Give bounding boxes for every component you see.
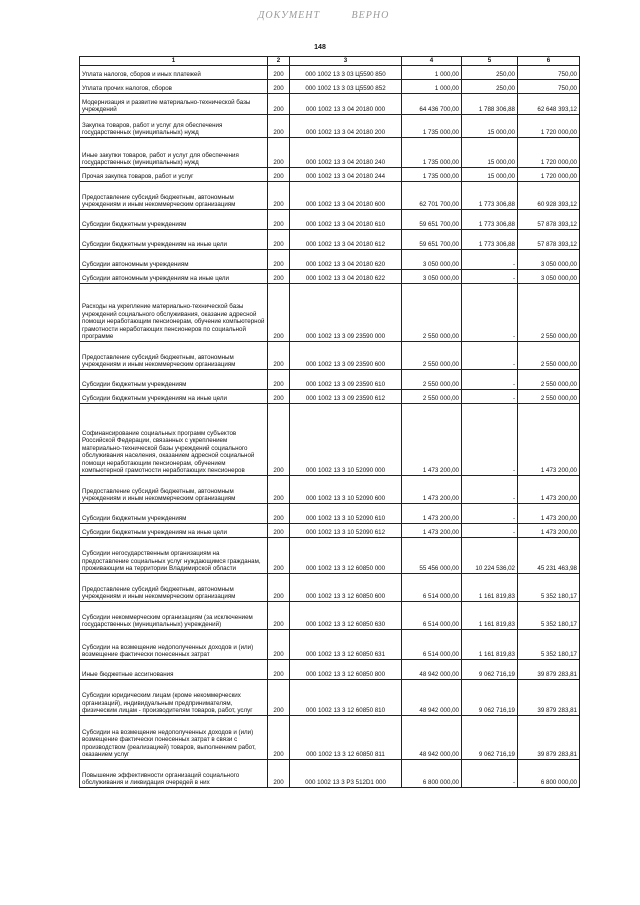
row-fact-cell: 1 161 819,83 xyxy=(462,630,518,660)
row-plan-cell: 1 473 200,00 xyxy=(402,404,462,476)
row-rest-cell: 750,00 xyxy=(518,66,580,80)
row-rest-cell: 45 231 463,98 xyxy=(518,538,580,574)
row-ved-cell: 200 xyxy=(268,138,290,168)
page-number: 148 xyxy=(314,44,326,51)
row-ved-cell: 200 xyxy=(268,94,290,115)
row-code-cell: 000 1002 13 3 09 23590 612 xyxy=(290,390,402,404)
row-plan-cell: 3 050 000,00 xyxy=(402,270,462,284)
row-ved-cell: 200 xyxy=(268,630,290,660)
row-fact-cell: 250,00 xyxy=(462,80,518,94)
row-code-cell: 000 1002 13 3 12 60850 600 xyxy=(290,574,402,602)
row-rest-cell: 1 473 200,00 xyxy=(518,476,580,504)
header-col-2: 2 xyxy=(268,57,290,66)
header-col-6: 6 xyxy=(518,57,580,66)
row-code-cell: 000 1002 13 3 12 60850 631 xyxy=(290,630,402,660)
budget-table xyxy=(79,56,580,788)
table-row xyxy=(80,538,580,574)
row-ved-cell: 200 xyxy=(268,168,290,182)
row-rest-cell: 1 473 200,00 xyxy=(518,404,580,476)
row-ved-cell: 200 xyxy=(268,270,290,284)
table-row xyxy=(80,284,580,342)
row-plan-cell: 6 800 000,00 xyxy=(402,760,462,788)
row-plan-cell: 6 514 000,00 xyxy=(402,630,462,660)
row-name-cell: Субсидии бюджетным учреждениям на иные цели xyxy=(80,390,268,404)
row-ved-cell: 200 xyxy=(268,250,290,270)
table-row xyxy=(80,504,580,524)
row-code-cell: 000 1002 13 3 12 60850 810 xyxy=(290,680,402,716)
table-row xyxy=(80,250,580,270)
row-code-cell: 000 1002 13 3 04 20180 200 xyxy=(290,115,402,138)
row-rest-cell: 2 550 000,00 xyxy=(518,370,580,390)
row-ved-cell: 200 xyxy=(268,66,290,80)
row-rest-cell: 5 352 180,17 xyxy=(518,574,580,602)
row-rest-cell: 1 720 000,00 xyxy=(518,115,580,138)
row-fact-cell: 1 788 306,88 xyxy=(462,94,518,115)
row-name-cell: Повышение эффективности организаций социального обслуживания и ликвидация очередей в них xyxy=(80,760,268,788)
row-code-cell: 000 1002 13 3 10 52090 610 xyxy=(290,504,402,524)
row-fact-cell: 15 000,00 xyxy=(462,138,518,168)
row-rest-cell: 1 473 200,00 xyxy=(518,504,580,524)
row-plan-cell: 1 000,00 xyxy=(402,80,462,94)
row-name-cell: Субсидии негосударственным организациям на предоставление социальных услуг нуждающимся гражданам, проживающим на территории Владимирской области xyxy=(80,538,268,574)
row-ved-cell: 200 xyxy=(268,574,290,602)
row-fact-cell: 1 773 306,88 xyxy=(462,230,518,250)
row-code-cell: 000 1002 13 3 03 Ц5590 850 xyxy=(290,66,402,80)
row-name-cell: Предоставление субсидий бюджетным, автономным учреждениям и иным некоммерческим организациям xyxy=(80,574,268,602)
row-plan-cell: 48 942 000,00 xyxy=(402,680,462,716)
row-fact-cell: - xyxy=(462,342,518,370)
row-plan-cell: 48 942 000,00 xyxy=(402,660,462,680)
row-ved-cell: 200 xyxy=(268,342,290,370)
header-col-1: 1 xyxy=(80,57,268,66)
row-ved-cell: 200 xyxy=(268,210,290,230)
row-fact-cell: - xyxy=(462,270,518,284)
row-plan-cell: 3 050 000,00 xyxy=(402,250,462,270)
row-code-cell: 000 1002 13 3 04 20180 600 xyxy=(290,182,402,210)
row-name-cell: Субсидии автономным учреждениям на иные цели xyxy=(80,270,268,284)
row-fact-cell: 1 773 306,88 xyxy=(462,182,518,210)
row-code-cell: 000 1002 13 3 P3 512D1 000 xyxy=(290,760,402,788)
row-name-cell: Субсидии на возмещение недополученных доходов и (или) возмещение фактически понесенных затрат в связи с производством (реализацией) товаров, выполнением работ, оказанием услуг xyxy=(80,716,268,760)
row-plan-cell: 2 550 000,00 xyxy=(402,370,462,390)
row-rest-cell: 3 050 000,00 xyxy=(518,270,580,284)
row-code-cell: 000 1002 13 3 04 20180 244 xyxy=(290,168,402,182)
row-rest-cell: 39 879 283,81 xyxy=(518,680,580,716)
row-fact-cell: 15 000,00 xyxy=(462,168,518,182)
table-row xyxy=(80,115,580,138)
row-rest-cell: 3 050 000,00 xyxy=(518,250,580,270)
row-code-cell: 000 1002 13 3 04 20180 612 xyxy=(290,230,402,250)
table-row xyxy=(80,404,580,476)
row-name-cell: Субсидии на возмещение недополученных доходов и (или) возмещение фактически понесенных затрат xyxy=(80,630,268,660)
row-ved-cell: 200 xyxy=(268,404,290,476)
row-name-cell: Субсидии бюджетным учреждениям xyxy=(80,210,268,230)
table-row xyxy=(80,574,580,602)
row-plan-cell: 62 701 700,00 xyxy=(402,182,462,210)
row-fact-cell: - xyxy=(462,390,518,404)
row-name-cell: Модернизация и развитие материально-технической базы учреждений xyxy=(80,94,268,115)
row-rest-cell: 2 550 000,00 xyxy=(518,284,580,342)
row-fact-cell: - xyxy=(462,284,518,342)
row-name-cell: Уплата налогов, сборов и иных платежей xyxy=(80,66,268,80)
row-ved-cell: 200 xyxy=(268,370,290,390)
table-row xyxy=(80,602,580,630)
table-row xyxy=(80,660,580,680)
row-plan-cell: 1 735 000,00 xyxy=(402,168,462,182)
table-row xyxy=(80,80,580,94)
row-plan-cell: 48 942 000,00 xyxy=(402,716,462,760)
row-name-cell: Предоставление субсидий бюджетным, автономным учреждениям и иным некоммерческим организациям xyxy=(80,342,268,370)
table-body xyxy=(80,66,580,788)
row-plan-cell: 64 436 700,00 xyxy=(402,94,462,115)
row-name-cell: Предоставление субсидий бюджетным, автономным учреждениям и иным некоммерческим организациям xyxy=(80,476,268,504)
header-col-4: 4 xyxy=(402,57,462,66)
document-stamp xyxy=(258,10,417,21)
row-rest-cell: 1 473 200,00 xyxy=(518,524,580,538)
row-fact-cell: 1 161 819,83 xyxy=(462,574,518,602)
row-ved-cell: 200 xyxy=(268,716,290,760)
header-col-3: 3 xyxy=(290,57,402,66)
table-row xyxy=(80,210,580,230)
row-code-cell: 000 1002 13 3 04 20180 000 xyxy=(290,94,402,115)
row-plan-cell: 1 473 200,00 xyxy=(402,504,462,524)
row-ved-cell: 200 xyxy=(268,760,290,788)
row-fact-cell: 1 161 819,83 xyxy=(462,602,518,630)
row-fact-cell: - xyxy=(462,370,518,390)
table-row xyxy=(80,760,580,788)
row-name-cell: Иные бюджетные ассигнования xyxy=(80,660,268,680)
table-row xyxy=(80,630,580,660)
row-fact-cell: - xyxy=(462,524,518,538)
row-fact-cell: - xyxy=(462,476,518,504)
table-row xyxy=(80,716,580,760)
row-code-cell: 000 1002 13 3 10 52090 000 xyxy=(290,404,402,476)
row-code-cell: 000 1002 13 3 09 23590 600 xyxy=(290,342,402,370)
row-fact-cell: - xyxy=(462,760,518,788)
row-rest-cell: 5 352 180,17 xyxy=(518,602,580,630)
table-row xyxy=(80,390,580,404)
row-ved-cell: 200 xyxy=(268,390,290,404)
row-fact-cell: 9 062 716,19 xyxy=(462,716,518,760)
row-name-cell: Субсидии бюджетным учреждениям xyxy=(80,370,268,390)
row-ved-cell: 200 xyxy=(268,115,290,138)
row-name-cell: Расходы на укрепление материально-технической базы учреждений социального обслуживания, оказание адресной помощи неработающим пенсионерам, обучение компьютерной грамотности неработающих пенсионеров по социальной программе xyxy=(80,284,268,342)
row-rest-cell: 39 879 283,81 xyxy=(518,716,580,760)
row-code-cell: 000 1002 13 3 12 60850 630 xyxy=(290,602,402,630)
row-name-cell: Прочая закупка товаров, работ и услуг xyxy=(80,168,268,182)
table-row xyxy=(80,230,580,250)
row-rest-cell: 62 648 393,12 xyxy=(518,94,580,115)
row-ved-cell: 200 xyxy=(268,476,290,504)
row-fact-cell: 9 062 716,19 xyxy=(462,680,518,716)
row-name-cell: Субсидии юридическим лицам (кроме некоммерческих организаций), индивидуальным предпринимателям, физическим лицам - производителям товаров, работ, услуг xyxy=(80,680,268,716)
row-fact-cell: 9 062 716,19 xyxy=(462,660,518,680)
row-plan-cell: 2 550 000,00 xyxy=(402,284,462,342)
row-fact-cell: - xyxy=(462,504,518,524)
row-rest-cell: 5 352 180,17 xyxy=(518,630,580,660)
row-code-cell: 000 1002 13 3 10 52090 612 xyxy=(290,524,402,538)
row-ved-cell: 200 xyxy=(268,504,290,524)
row-fact-cell: - xyxy=(462,250,518,270)
row-rest-cell: 750,00 xyxy=(518,80,580,94)
table-row xyxy=(80,66,580,80)
row-plan-cell: 1 000,00 xyxy=(402,66,462,80)
row-code-cell: 000 1002 13 3 04 20180 622 xyxy=(290,270,402,284)
row-plan-cell: 1 735 000,00 xyxy=(402,115,462,138)
row-ved-cell: 200 xyxy=(268,538,290,574)
row-ved-cell: 200 xyxy=(268,602,290,630)
row-plan-cell: 6 514 000,00 xyxy=(402,574,462,602)
row-name-cell: Субсидии некоммерческим организациям (за исключением государственных (муниципальных) учреждений) xyxy=(80,602,268,630)
row-code-cell: 000 1002 13 3 03 Ц5590 852 xyxy=(290,80,402,94)
row-ved-cell: 200 xyxy=(268,680,290,716)
table-row xyxy=(80,168,580,182)
row-code-cell: 000 1002 13 3 10 52090 600 xyxy=(290,476,402,504)
row-code-cell: 000 1002 13 3 09 23590 610 xyxy=(290,370,402,390)
row-plan-cell: 2 550 000,00 xyxy=(402,342,462,370)
table-row xyxy=(80,524,580,538)
row-name-cell: Иные закупки товаров, работ и услуг для обеспечения государственных (муниципальных) нужд xyxy=(80,138,268,168)
row-plan-cell: 59 651 700,00 xyxy=(402,230,462,250)
row-plan-cell: 1 735 000,00 xyxy=(402,138,462,168)
table-row xyxy=(80,182,580,210)
row-code-cell: 000 1002 13 3 04 20180 610 xyxy=(290,210,402,230)
row-ved-cell: 200 xyxy=(268,182,290,210)
table-row xyxy=(80,370,580,390)
row-rest-cell: 57 878 393,12 xyxy=(518,210,580,230)
row-rest-cell: 57 878 393,12 xyxy=(518,230,580,250)
row-ved-cell: 200 xyxy=(268,284,290,342)
row-rest-cell: 6 800 000,00 xyxy=(518,760,580,788)
row-code-cell: 000 1002 13 3 12 60850 000 xyxy=(290,538,402,574)
row-fact-cell: 250,00 xyxy=(462,66,518,80)
table-row xyxy=(80,94,580,115)
row-plan-cell: 6 514 000,00 xyxy=(402,602,462,630)
row-code-cell: 000 1002 13 3 12 60850 811 xyxy=(290,716,402,760)
row-name-cell: Предоставление субсидий бюджетным, автономным учреждениям и иным некоммерческим организациям xyxy=(80,182,268,210)
row-plan-cell: 1 473 200,00 xyxy=(402,476,462,504)
row-name-cell: Субсидии бюджетным учреждениям xyxy=(80,504,268,524)
row-name-cell: Софинансирование социальных программ субъектов Российской Федерации, связанных с укреплением материально-технической базы учреждений социального обслуживания населения, оказанием адресной социальной помощи неработающим пенсионерам, обучением компьютерной грамотности неработающих пенсионеров xyxy=(80,404,268,476)
row-fact-cell: 15 000,00 xyxy=(462,115,518,138)
table-row xyxy=(80,476,580,504)
table-header-row xyxy=(80,57,580,66)
row-name-cell: Субсидии бюджетным учреждениям на иные цели xyxy=(80,524,268,538)
row-fact-cell: 10 224 536,02 xyxy=(462,538,518,574)
row-name-cell: Закупка товаров, работ и услуг для обеспечения государственных (муниципальных) нужд xyxy=(80,115,268,138)
header-col-5: 5 xyxy=(462,57,518,66)
row-ved-cell: 200 xyxy=(268,230,290,250)
row-name-cell: Субсидии бюджетным учреждениям на иные цели xyxy=(80,230,268,250)
row-rest-cell: 60 928 393,12 xyxy=(518,182,580,210)
row-plan-cell: 2 550 000,00 xyxy=(402,390,462,404)
row-name-cell: Уплата прочих налогов, сборов xyxy=(80,80,268,94)
row-code-cell: 000 1002 13 3 04 20180 240 xyxy=(290,138,402,168)
row-code-cell: 000 1002 13 3 12 60850 800 xyxy=(290,660,402,680)
row-plan-cell: 1 473 200,00 xyxy=(402,524,462,538)
row-plan-cell: 59 651 700,00 xyxy=(402,210,462,230)
row-fact-cell: 1 773 306,88 xyxy=(462,210,518,230)
table-row xyxy=(80,138,580,168)
table-row xyxy=(80,270,580,284)
row-ved-cell: 200 xyxy=(268,660,290,680)
row-rest-cell: 2 550 000,00 xyxy=(518,342,580,370)
row-plan-cell: 55 456 000,00 xyxy=(402,538,462,574)
row-rest-cell: 2 550 000,00 xyxy=(518,390,580,404)
stamp-text-left: ДОКУМЕНТ xyxy=(258,10,321,21)
row-rest-cell: 39 879 283,81 xyxy=(518,660,580,680)
stamp-text-right: ВЕРНО xyxy=(351,10,390,21)
row-fact-cell: - xyxy=(462,404,518,476)
table-row xyxy=(80,680,580,716)
row-code-cell: 000 1002 13 3 09 23590 000 xyxy=(290,284,402,342)
row-ved-cell: 200 xyxy=(268,80,290,94)
row-ved-cell: 200 xyxy=(268,524,290,538)
table-row xyxy=(80,342,580,370)
row-code-cell: 000 1002 13 3 04 20180 620 xyxy=(290,250,402,270)
row-rest-cell: 1 720 000,00 xyxy=(518,168,580,182)
row-rest-cell: 1 720 000,00 xyxy=(518,138,580,168)
row-name-cell: Субсидии автономным учреждениям xyxy=(80,250,268,270)
